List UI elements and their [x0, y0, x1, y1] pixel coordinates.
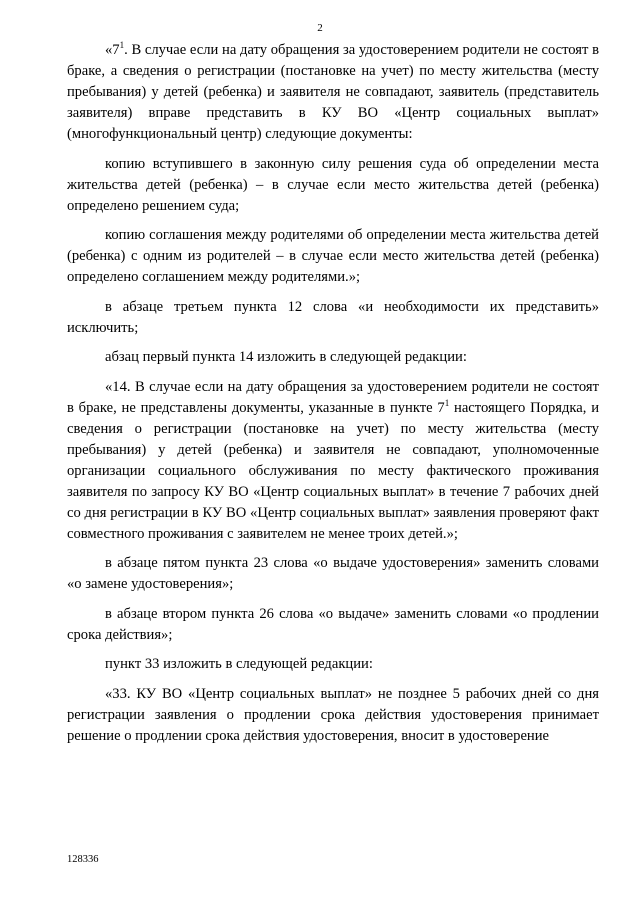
document-code: 128336	[67, 854, 99, 865]
paragraph-14: «14. В случае если на дату обращения за удостоверением родители не состоят в браке, не представлены документы, указанные в пункте $7^1$ настоящего Порядка, и сведения о регистрации (постановке на учет) по месту жительства (месту пребывания) у детей (ребенка) и заявителя не совпадают, уполномоченные организации социального обслуживания по месту фактического проживания заявителя по запросу КУ ВО «Центр социальных выплат» в течение 7 рабочих дней со дня регистрации в КУ ВО «Центр социальных выплат» заявления проверяют факт совместного проживания с заявителем не менее троих детей.»;	[67, 378, 599, 542]
paragraph-amend-12: в абзаце третьем пункта 12 слова «и необходимости их представить» исключить;	[67, 298, 599, 336]
page-number: 2	[317, 22, 323, 34]
document-body	[67, 40, 599, 755]
paragraph-7-1: «$7^1$. В случае если на дату обращения за удостоверением родители не состоят в браке, а сведения о регистрации (постановке на учет) по месту жительства (месту пребывания) у детей (ребенка) и заявителя не совпадают, заявитель (представитель заявителя) вправе представить в КУ ВО «Центр социальных выплат» (многофункциональный центр) следующие документы:	[67, 40, 599, 142]
paragraph-amend-23: в абзаце пятом пункта 23 слова «о выдаче удостоверения» заменить словами «о замене удостоверения»;	[67, 555, 599, 592]
paragraph-amend-33-intro: пункт 33 изложить в следующей редакции:	[105, 656, 373, 672]
paragraph-parents-agreement: копию соглашения между родителями об определении места жительства детей (ребенка) с одним из родителей – в случае если место жительства детей (ребенка) определено соглашением между родителями.»;	[67, 227, 599, 285]
paragraph-33: «33. КУ ВО «Центр социальных выплат» не позднее 5 рабочих дней со дня регистрации заявления о продлении срока действия удостоверения принимает решение о продлении срока действия удостоверения, вносит в удостоверение	[67, 685, 599, 744]
paragraph-amend-14-intro: абзац первый пункта 14 изложить в следующей редакции:	[105, 349, 467, 365]
paragraph-amend-26: в абзаце втором пункта 26 слова «о выдаче» заменить словами «о продлении срока действия»;	[67, 605, 599, 643]
paragraph-court-decision: копию вступившего в законную силу решения суда об определении места жительства детей (ребенка) – в случае если место жительства детей (ребенка) определено решением суда;	[67, 155, 599, 214]
